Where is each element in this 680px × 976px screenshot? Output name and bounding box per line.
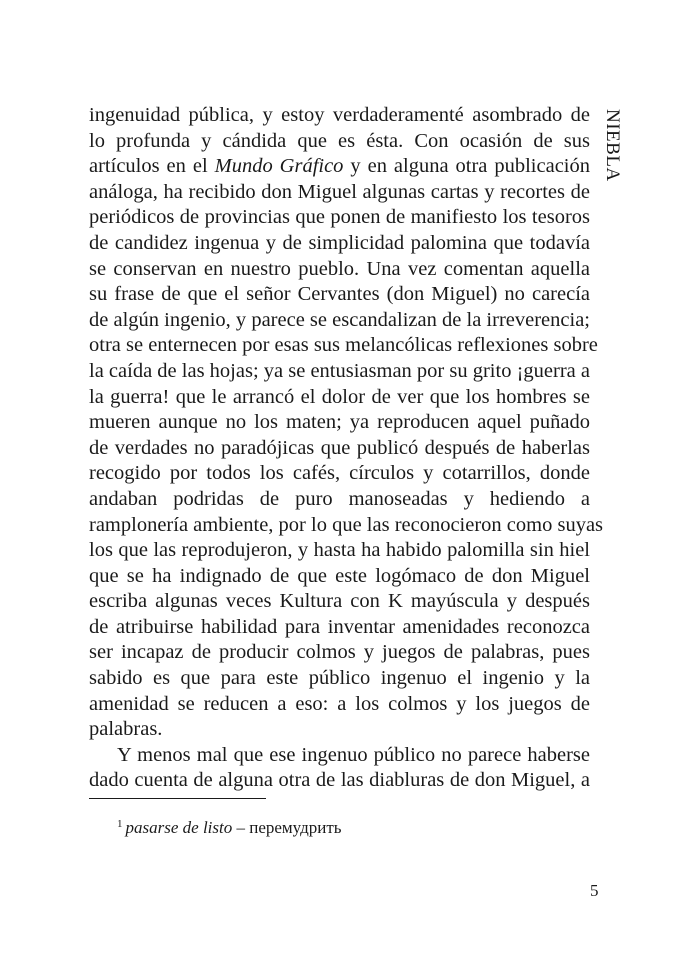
text-line: mueren aunque no los maten; ya reproducen aquel puñado (89, 411, 590, 434)
footnote (117, 812, 342, 840)
text-line: análoga, ha recibido don Miguel algunas cartas y recortes de (89, 180, 590, 203)
text-line: sabido es que para este público ingenuo el ingenio y la (89, 667, 590, 690)
text-run: artículos en el (89, 155, 215, 178)
body-text (89, 103, 604, 794)
text-line: recogido por todos los cafés, círculos y cotarrillos, donde (89, 462, 590, 485)
footnote-marker: 1 (117, 818, 123, 830)
text-line: escriba algunas veces Kultura con K mayúscula y después (89, 590, 590, 613)
text-line: ser incapaz de producir colmos y juegos de palabras, pues (89, 641, 590, 664)
page-number: 5 (590, 881, 599, 900)
text-line: la guerra! que le arrancó el dolor de ver que los hombres se (89, 385, 590, 408)
text-line: dado cuenta de alguna otra de las diabluras de don Miguel, a (89, 769, 590, 792)
text-line: ingenuidad pública, y estoy verdaderamenté asombrado de (89, 104, 590, 126)
text-line: de atribuirse habilidad para inventar amenidades reconozca (89, 615, 590, 638)
text-line (89, 154, 590, 180)
footnote-translation: перемудрить (249, 818, 342, 837)
text-line: que se ha indignado de que este logómaco de don Miguel (89, 564, 590, 587)
text-line: lo profunda y cándida que es ésta. Con ocasión de sus (89, 129, 590, 152)
text-line: de algún ingenio, y parece se escandalizan de la irreverencia; (89, 308, 590, 331)
text-run: y en alguna otra publicación (343, 155, 590, 178)
text-line: su frase de que el señor Cervantes (don Miguel) no carecía (89, 283, 590, 306)
text-line: palabras. (89, 718, 163, 741)
footnote-term: pasarse de listo (125, 818, 233, 837)
text-line: se conservan en nuestro pueblo. Una vez comentan aquella (89, 257, 590, 280)
footnote-rule (89, 798, 266, 799)
text-line: los que las reprodujeron, y hasta ha habido palomilla sin hiel (89, 539, 590, 562)
running-head: NIEBLA (602, 108, 623, 182)
text-line: ramplonería ambiente, por lo que las reconocieron como suyas (89, 513, 604, 536)
text-line: la caída de las hojas; ya se entusiasman por su grito ¡guerra a (89, 359, 590, 382)
text-line: otra se enternecen por esas sus melancólicas reflexiones sobre (89, 334, 598, 357)
footnote-separator: – (232, 818, 250, 837)
italic-title: Mundo Gráfico (214, 155, 344, 178)
text-line: de candidez ingenua y de simplicidad palomina que todavía (89, 231, 590, 254)
text-line: Y menos mal que ese ingenuo público no parece haberse (117, 743, 590, 766)
text-line: periódicos de provincias que ponen de manifiesto los tesoros (89, 206, 590, 229)
text-line: amenidad se reducen a eso: a los colmos y los juegos de (89, 692, 590, 715)
text-line: andaban podridas de puro manoseadas y hediendo a (89, 487, 590, 510)
text-line: de verdades no paradójicas que publicó después de haberlas (89, 436, 590, 459)
